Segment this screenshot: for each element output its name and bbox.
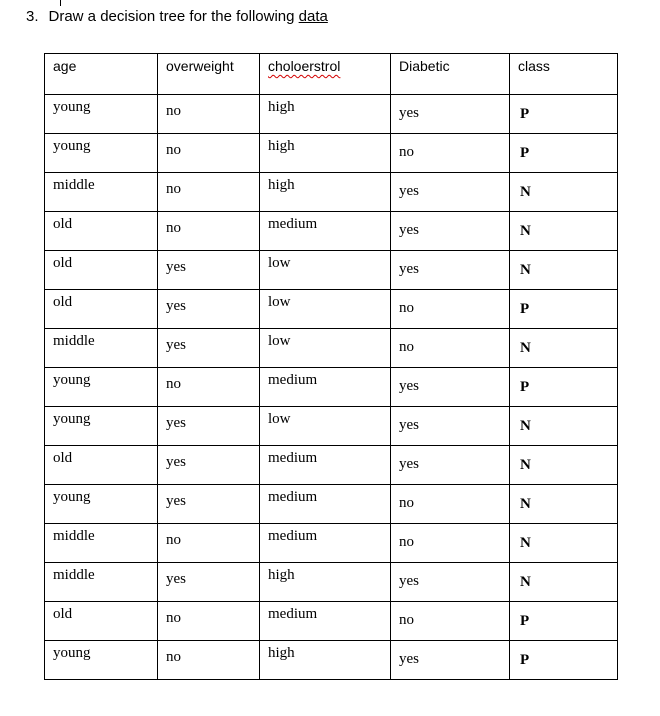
header-cell-cholesterol [260,54,391,95]
misspelled-word: choloerstrol [268,58,341,74]
text-cursor-mark [60,0,61,6]
table-row [45,563,618,602]
cell-age: young [45,95,158,134]
cell-diabetic: yes [391,251,510,290]
cell-cholesterol: high [260,134,391,173]
cell-age: old [45,446,158,485]
cell-diabetic: no [391,524,510,563]
cell-overweight: no [158,524,260,563]
cell-cholesterol: medium [260,368,391,407]
cell-cholesterol: medium [260,524,391,563]
cell-age: young [45,485,158,524]
cell-overweight: yes [158,446,260,485]
cell-diabetic: no [391,602,510,641]
cell-overweight: no [158,602,260,641]
question-underlined-word: data [298,8,328,25]
header-row [45,54,618,95]
cell-class: P [510,602,618,641]
cell-age: young [45,407,158,446]
cell-class: P [510,134,618,173]
table-row [45,602,618,641]
cell-overweight: yes [158,485,260,524]
cell-class: P [510,641,618,680]
table-row [45,290,618,329]
cell-cholesterol: medium [260,485,391,524]
question-text: Draw a decision tree for the following [48,8,299,25]
cell-cholesterol: low [260,407,391,446]
cell-overweight: yes [158,251,260,290]
cell-diabetic: yes [391,446,510,485]
cell-class: N [510,407,618,446]
cell-cholesterol: medium [260,446,391,485]
table-row [45,407,618,446]
cell-age: old [45,251,158,290]
cell-overweight: yes [158,290,260,329]
cell-class: N [510,173,618,212]
cell-diabetic: yes [391,641,510,680]
cell-diabetic: no [391,485,510,524]
cell-diabetic: yes [391,212,510,251]
cell-age: middle [45,563,158,602]
header-cell-class: class [510,54,618,95]
cell-diabetic: yes [391,563,510,602]
table-row [45,212,618,251]
cell-age: old [45,290,158,329]
table-row [45,134,618,173]
cell-class: N [510,563,618,602]
table-row [45,524,618,563]
cell-cholesterol: low [260,251,391,290]
table-row [45,173,618,212]
cell-class: N [510,524,618,563]
header-cell-age: age [45,54,158,95]
cell-age: young [45,368,158,407]
cell-diabetic: yes [391,173,510,212]
cell-overweight: no [158,95,260,134]
cell-cholesterol: medium [260,212,391,251]
cell-class: N [510,329,618,368]
table-row [45,329,618,368]
cell-diabetic: yes [391,368,510,407]
cell-overweight: yes [158,329,260,368]
cell-cholesterol: medium [260,602,391,641]
cell-overweight: no [158,641,260,680]
cell-overweight: yes [158,563,260,602]
table-row [45,368,618,407]
cell-overweight: no [158,368,260,407]
header-cell-overweight: overweight [158,54,260,95]
table-row [45,446,618,485]
cell-class: P [510,290,618,329]
cell-overweight: yes [158,407,260,446]
table-row [45,95,618,134]
cell-class: P [510,368,618,407]
cell-class: N [510,446,618,485]
cell-cholesterol: low [260,290,391,329]
cell-class: N [510,212,618,251]
header-cell-diabetic: Diabetic [391,54,510,95]
cell-diabetic: no [391,329,510,368]
cell-age: young [45,134,158,173]
cell-cholesterol: high [260,173,391,212]
cell-overweight: no [158,134,260,173]
cell-overweight: no [158,173,260,212]
table-row [45,251,618,290]
cell-cholesterol: low [260,329,391,368]
cell-class: N [510,485,618,524]
cell-age: old [45,602,158,641]
table-row [45,485,618,524]
cell-age: middle [45,173,158,212]
data-table [44,53,618,680]
cell-diabetic: no [391,134,510,173]
cell-age: young [45,641,158,680]
table-row [45,641,618,680]
cell-cholesterol: high [260,95,391,134]
question-line [26,8,328,25]
cell-diabetic: yes [391,95,510,134]
cell-class: P [510,95,618,134]
cell-diabetic: yes [391,407,510,446]
cell-diabetic: no [391,290,510,329]
cell-cholesterol: high [260,641,391,680]
cell-age: middle [45,524,158,563]
question-number: 3. [26,8,39,25]
cell-age: old [45,212,158,251]
cell-overweight: no [158,212,260,251]
cell-class: N [510,251,618,290]
cell-cholesterol: high [260,563,391,602]
cell-age: middle [45,329,158,368]
